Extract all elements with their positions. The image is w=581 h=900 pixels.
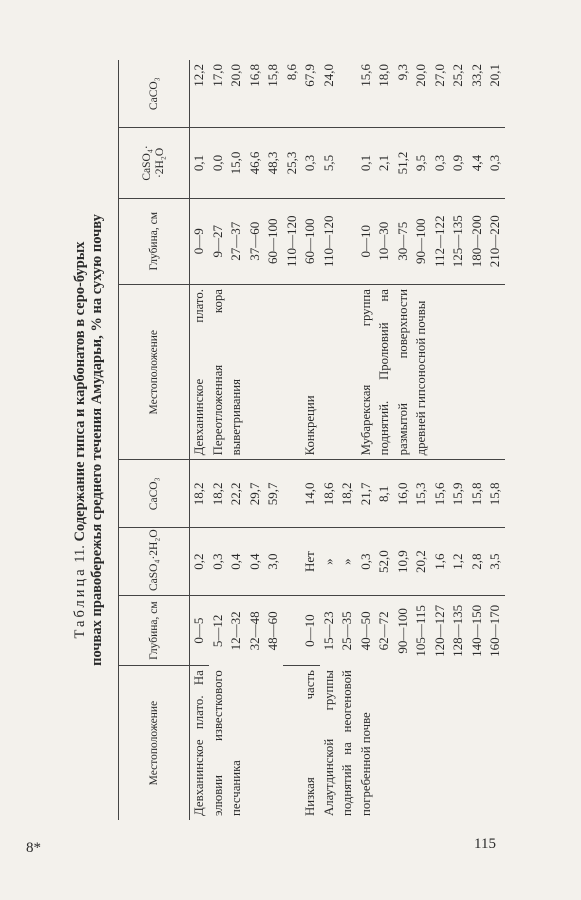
- caco3-right: 20,1: [486, 60, 505, 128]
- caco3-left: 15,6: [431, 460, 450, 528]
- table-label: Таблица: [72, 566, 88, 639]
- caco3-left: 59,7: [264, 460, 283, 528]
- caso4-left: 0,4: [246, 528, 265, 596]
- depth-right: 90—100: [412, 198, 431, 285]
- caso4-left: 52,0: [375, 528, 394, 596]
- caco3-right: 18,0: [375, 60, 394, 128]
- caco3-right: 20,0: [227, 60, 246, 128]
- caso4-right: 0,3: [486, 128, 505, 198]
- caso4-left: 3,0: [264, 528, 283, 596]
- caso4-left: 1,6: [431, 528, 450, 596]
- header-location-left: Местоположение: [119, 666, 190, 820]
- depth-right: 180—200: [468, 198, 487, 285]
- gap-cell: [283, 460, 302, 528]
- header-row: [119, 60, 190, 820]
- header-depth-right: Глубина, см: [119, 198, 190, 285]
- caso4-right: 15,0: [227, 128, 246, 198]
- caso4-right: 0,3: [301, 128, 320, 198]
- location-right: Мубарекская группа поднятий. Пролювий на размытой поверхности древней гипсоносной почвы: [357, 285, 505, 460]
- caco3-right: 16,8: [246, 60, 265, 128]
- caco3-right: 33,2: [468, 60, 487, 128]
- caco3-right: 12,2: [190, 60, 209, 128]
- data-table: [118, 60, 505, 820]
- gap-cell: [283, 528, 302, 596]
- location-right: Конкреции: [301, 285, 357, 460]
- gap-cell: [283, 596, 302, 666]
- caco3-left: 15,3: [412, 460, 431, 528]
- caco3-right: 25,2: [449, 60, 468, 128]
- depth-left: 12—32: [228, 611, 243, 651]
- caso4-left: 0,2: [190, 528, 209, 596]
- header-caso4-right: CaSO₄· ·2H₂O: [119, 128, 190, 198]
- caso4-right: 46,6: [246, 128, 265, 198]
- depth-right: 10—30: [375, 198, 394, 285]
- caco3-left: 15,8: [468, 460, 487, 528]
- depth-right: 60—100: [301, 198, 320, 285]
- caso4-right: 0,1: [190, 128, 209, 198]
- depth-left: 40—50: [357, 611, 373, 651]
- caso4-left: 10,9: [394, 528, 413, 596]
- depth-left: 140—150: [468, 604, 484, 657]
- caso4-right: 2,1: [375, 128, 394, 198]
- caco3-right: 9,3: [394, 60, 413, 128]
- caco3-right: [338, 60, 357, 128]
- depth-right: 37—60: [246, 198, 265, 285]
- location-left: Низкая часть Алаутдинской группы поднятий на неогеновой погребенной почве: [303, 670, 373, 816]
- caso4-left: »: [320, 528, 339, 596]
- caso4-left: Нет: [301, 528, 320, 596]
- header-caco3-left: CaCO₃: [119, 460, 190, 528]
- gap-cell: [283, 666, 302, 820]
- depth-right: 60—100: [264, 198, 283, 285]
- caso4-right: 51,2: [394, 128, 413, 198]
- depth-left: 62—72: [376, 611, 391, 651]
- caco3-left: 21,7: [357, 460, 376, 528]
- caso4-left: »: [338, 528, 357, 596]
- depth-left: 105—115: [413, 605, 428, 657]
- caco3-left: 22,2: [227, 460, 246, 528]
- caso4-left: 0,3: [357, 528, 376, 596]
- caco3-left: 15,8: [486, 460, 505, 528]
- caso4-right: 0,0: [209, 128, 228, 198]
- page-number: 115: [474, 836, 496, 852]
- location-right: Девханинское плато. Переотложенная кора выветривания: [190, 285, 302, 460]
- page-signature: 8*: [26, 840, 41, 856]
- depth-left: 128—135: [450, 604, 465, 657]
- caso4-right: [338, 128, 357, 198]
- depth-right: [338, 198, 357, 285]
- caso4-right: 0,1: [357, 128, 376, 198]
- caco3-right: 15,6: [357, 60, 376, 128]
- caso4-left: 20,2: [412, 528, 431, 596]
- caso4-left: 0,3: [209, 528, 228, 596]
- caso4-left: 3,5: [486, 528, 505, 596]
- table-title: Содержание гипса и карбонатов в серо-бурых: [72, 241, 88, 542]
- header-location-right: Местоположение: [119, 285, 190, 460]
- table-number: 11.: [72, 545, 88, 563]
- depth-left: 25—35: [339, 611, 354, 651]
- rotated-table-page: [72, 60, 562, 820]
- caso4-right: 5,5: [320, 128, 339, 198]
- caso4-right: 9,5: [412, 128, 431, 198]
- caco3-left: 14,0: [301, 460, 320, 528]
- depth-right: 112—122: [431, 198, 450, 285]
- caso4-left: 1,2: [449, 528, 468, 596]
- caso4-right: 4,4: [468, 128, 487, 198]
- depth-left: 0—10: [301, 596, 320, 666]
- caco3-left: 18,6: [320, 460, 339, 528]
- caco3-left: 16,0: [394, 460, 413, 528]
- table-title-line2: почвах правобережья среднего течения Амударьи, % на сухую почву: [89, 214, 105, 666]
- table-row: [190, 60, 209, 820]
- depth-right: 125—135: [449, 198, 468, 285]
- depth-right: 210—220: [486, 198, 505, 285]
- caco3-left: 18,2: [190, 460, 209, 528]
- caco3-right: 15,8: [264, 60, 283, 128]
- caco3-right: 27,0: [431, 60, 450, 128]
- caco3-right: 20,0: [412, 60, 431, 128]
- depth-right: 27—37: [227, 198, 246, 285]
- caco3-left: 18,2: [209, 460, 228, 528]
- caco3-left: 15,9: [449, 460, 468, 528]
- caco3-left: 18,2: [338, 460, 357, 528]
- depth-left: 5—12: [209, 614, 225, 648]
- header-caco3-right: CaCO₃: [119, 60, 190, 128]
- caco3-right: 67,9: [301, 60, 320, 128]
- location-left: Девханинское плато. На элювии известкового песчаника: [192, 670, 243, 816]
- caso4-left: 2,8: [468, 528, 487, 596]
- caco3-right: 17,0: [209, 60, 228, 128]
- caco3-right: 24,0: [320, 60, 339, 128]
- depth-left: 0—5: [190, 596, 209, 666]
- depth-left: 15—23: [320, 611, 336, 651]
- depth-right: 9—27: [209, 198, 228, 285]
- depth-left: 32—48: [246, 611, 262, 651]
- caco3-left: 29,7: [246, 460, 265, 528]
- header-caso4-left: CaSO₄·2H₂O: [119, 528, 190, 596]
- depth-left: 120—127: [431, 604, 447, 657]
- depth-right: 110—120: [283, 198, 302, 285]
- caso4-right: 0,3: [431, 128, 450, 198]
- depth-left: 160—170: [487, 604, 502, 657]
- caso4-right: 48,3: [264, 128, 283, 198]
- depth-left: 90—100: [394, 608, 410, 654]
- depth-right: 0—9: [190, 198, 209, 285]
- depth-left: 48—60: [265, 611, 280, 651]
- header-depth-left: Глубина, см: [119, 596, 190, 666]
- caco3-left: 8,1: [375, 460, 394, 528]
- depth-right: 30—75: [394, 198, 413, 285]
- caso4-right: 25,3: [283, 128, 302, 198]
- depth-right: 0—10: [357, 198, 376, 285]
- caso4-right: 0,9: [449, 128, 468, 198]
- caso4-left: 0,4: [227, 528, 246, 596]
- table-body: [190, 60, 505, 820]
- caco3-right: 8,6: [283, 60, 302, 128]
- table-caption: [72, 60, 110, 820]
- table-row: [301, 60, 320, 820]
- depth-right: 110—120: [320, 198, 339, 285]
